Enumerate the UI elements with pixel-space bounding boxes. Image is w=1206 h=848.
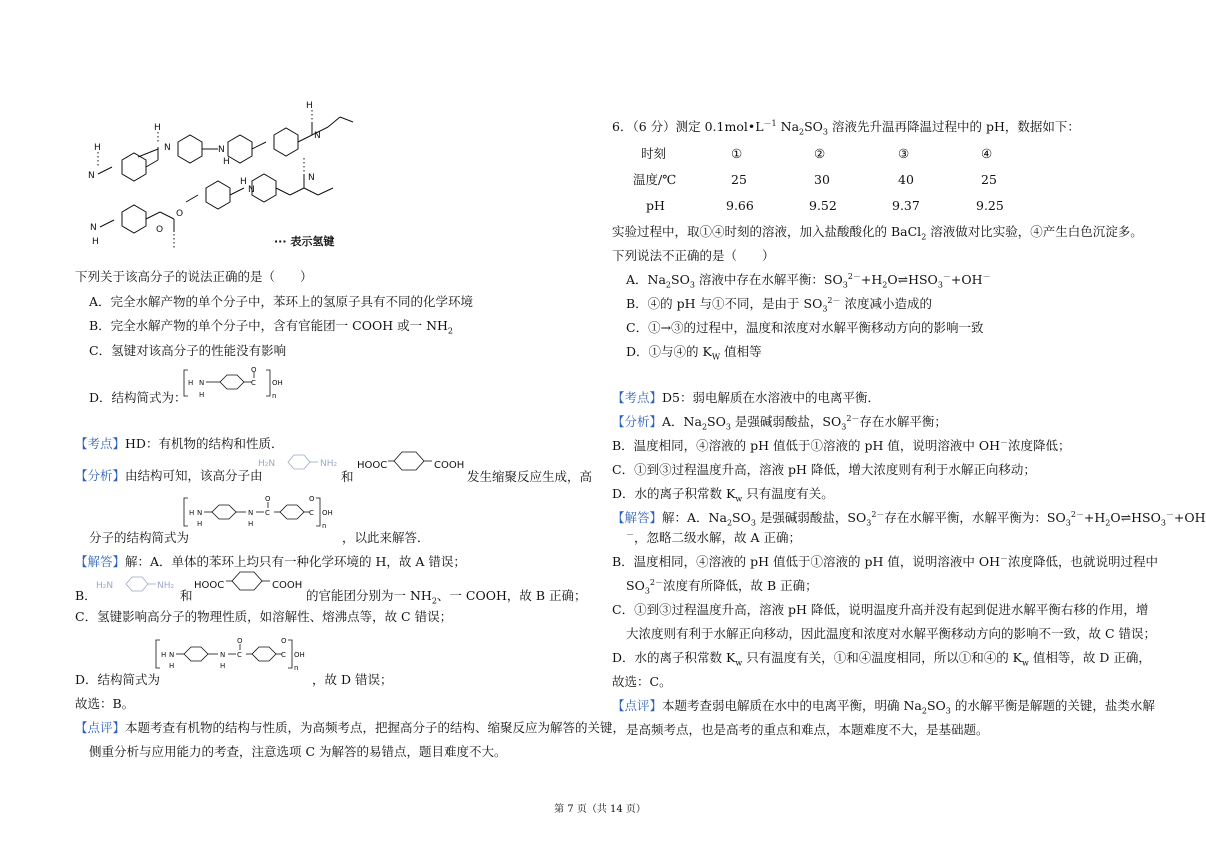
svg-text:H: H	[240, 177, 247, 187]
svg-text:OH: OH	[294, 651, 305, 659]
q6-text-3: SO	[804, 119, 823, 134]
jieda-b-diamine-ring	[120, 574, 160, 594]
svg-text:O: O	[176, 209, 184, 219]
exp-text-2: 溶液做对比实验，④产生白色沉淀多。	[930, 224, 1143, 239]
right-fenxi-1c: 是强碱弱酸盐，SO	[734, 414, 842, 429]
left-dianping-1	[75, 720, 625, 736]
q6-text-2: Na	[780, 119, 800, 134]
svg-text:H: H	[223, 157, 230, 167]
right-guxuan: 故选：C。	[612, 674, 672, 689]
right-kaodian-tag: 【考点】	[612, 390, 663, 405]
jieda-b-diacid-cooh: COOH	[272, 580, 303, 591]
svg-text:N: N	[248, 185, 255, 195]
left-question: 下列关于该高分子的说法正确的是（ ）	[75, 269, 313, 284]
q6-option-b: B．④的 pH 与①不同，是由于 $SO_3^{2-}$ 浓度减小造成的	[626, 295, 933, 314]
jieda-b-diacid-ring	[226, 568, 272, 594]
left-guxuan: 故选：B。	[75, 696, 135, 711]
right-kaodian-text: D5：弱电解质在水溶液中的电离平衡．	[662, 390, 880, 405]
right-fenxi-1a: A．Na	[662, 414, 702, 429]
jieda-d-1: D．结构简式为	[75, 672, 161, 687]
option-d-structure	[180, 364, 290, 406]
hydrogen-bond-legend: ··· 表示氢键	[274, 235, 335, 248]
svg-text:O: O	[309, 495, 315, 503]
jieda-b-text-3: 、一 COOH，故 B 正确；	[436, 588, 587, 603]
right-dianping-1c: 的水解平衡是解题的关键，盐类水解	[954, 698, 1155, 713]
right-fenxi-b2: 浓度降低；	[1008, 438, 1071, 453]
table-temp-3: 40	[898, 172, 914, 187]
svg-text:H: H	[199, 391, 205, 399]
monomer-diamine-nh2: NH₂	[320, 459, 338, 469]
right-jieda-b4: 浓度有所降低，故 B 正确；	[663, 578, 818, 593]
monomer-diacid-hooc: HOOC	[357, 460, 388, 471]
right-jieda-a: 【解答】解：A．$Na_2SO_3$ 是强碱弱酸盐，$SO_3^{2-}$存在水解平衡，水解平衡为：$SO_3^{2-}+H_2O\rightleftharpoons HSO_3^-+OH$	[612, 509, 1206, 528]
svg-text:OH: OH	[272, 379, 283, 387]
svg-text:O: O	[265, 495, 271, 503]
opta-6: +OH	[950, 272, 983, 287]
right-dianping-1a: 本题考查弱电解质在水中的电离平衡，明确 Na	[662, 698, 922, 713]
table-row-label-time: 时刻	[641, 146, 667, 161]
svg-text:H: H	[188, 379, 194, 387]
svg-text:C: C	[237, 651, 242, 659]
right-jieda-a-cont: －，忽略二级水解，故 A 正确；	[626, 529, 801, 545]
q6-experiment: 实验过程中，取①④时刻的溶液，加入盐酸酸化的 BaCl$_2$ 溶液做对比实验，④产生白色沉淀多。	[612, 224, 1143, 242]
q6-question: 下列说法不正确的是（ ）	[612, 248, 775, 263]
jieda-b-label: B．	[75, 588, 97, 603]
right-fenxi-d: D．水的离子积常数 $K_w$ 只有温度有关。	[612, 486, 834, 504]
jieda-b-diamine-nh2: NH₂	[157, 581, 175, 591]
svg-text:N: N	[164, 143, 171, 153]
right-jieda-a7: +OH	[1173, 510, 1206, 525]
right-jieda-a6: O⇌HSO	[1110, 510, 1161, 525]
right-jieda-a2: SO	[732, 510, 751, 525]
left-option-a: A．完全水解产物的单个分子中，苯环上的氢原子具有不同的化学环境	[89, 294, 474, 309]
optb-1: B．④的 pH 与①不同，是由于 SO	[626, 296, 823, 311]
svg-text:H: H	[169, 662, 175, 670]
table-col-1: ①	[731, 146, 743, 161]
table-row-label-temp: 温度/℃	[633, 172, 677, 187]
fenxi-text-1b: 发生缩聚反应生成，高	[467, 469, 593, 484]
q6-option-a: A．$Na_2SO_3$ 溶液中存在水解平衡：$SO_3^{2-}+H_2O\rightleftharpoons HSO_3^-+OH^-$	[626, 271, 991, 290]
jieda-text-1: 解：A．单体的苯环上均只有一种化学环境的 H，故 A 错误；	[125, 554, 466, 569]
svg-text:n: n	[272, 392, 277, 400]
right-jieda-d2: 只有温度有关，①和④温度相同，所以①和④的 K	[746, 650, 1023, 665]
right-dianping-2: 是高频考点，也是高考的重点和难点，本题难度不大，是基础题。	[626, 722, 989, 737]
svg-text:O: O	[156, 225, 164, 235]
svg-text:O: O	[237, 637, 243, 645]
right-jieda-b1: B．温度相同，④溶液的 pH 值低于①溶液的 pH 值，说明溶液中 OH	[612, 554, 1001, 569]
kaodian-tag: 【考点】	[75, 436, 126, 451]
svg-text:H: H	[154, 123, 161, 133]
right-jieda-tag: 【解答】	[612, 510, 663, 525]
table-col-3: ③	[898, 146, 910, 161]
right-jieda-d1: D．水的离子积常数 K	[612, 650, 736, 665]
left-option-c: C．氢键对该高分子的性能没有影响	[89, 343, 287, 358]
svg-text:N: N	[88, 171, 95, 181]
polymer-structure-jieda	[152, 632, 312, 678]
right-dianping-1b: SO	[926, 698, 946, 713]
right-dianping-1: 【点评】本题考查弱电解质在水中的电离平衡，明确 $Na_2SO_3$ 的水解平衡是解题的关键，盐类水解	[612, 698, 1155, 716]
right-jieda-b2: 浓度降低，也就说明过程中	[1008, 554, 1159, 569]
q6-option-d: D．①与④的 $K_W$ 值相等	[626, 344, 762, 362]
left-option-d: D．结构简式为：	[89, 390, 187, 405]
svg-text:O: O	[251, 366, 257, 374]
jieda-b-diamine-h2n: H₂N	[96, 581, 114, 591]
jieda-tag: 【解答】	[75, 554, 126, 569]
optb-2: 浓度减小造成的	[844, 296, 933, 311]
table-ph-1: 9.66	[726, 198, 754, 213]
svg-text:n: n	[322, 522, 327, 530]
table-temp-2: 30	[814, 172, 830, 187]
right-kaodian	[612, 390, 880, 406]
q6-text-4: 溶液先升温再降温过程中的 pH，数据如下：	[832, 119, 1080, 134]
svg-text:C: C	[309, 509, 314, 517]
jieda-b-text: 的官能团分别为一 $NH_2$、一 COOH，故 B 正确；	[306, 588, 587, 606]
jieda-c: C．氢键影响高分子的物理性质，如溶解性、熔沸点等，故 C 错误；	[75, 609, 453, 624]
svg-text:N: N	[308, 173, 315, 183]
opta-4: +H	[860, 272, 883, 287]
q6-stem: 6．（6 分）测定 $0.1mol•L^{-1}$ $Na_2SO_3$ 溶液先升温再降温过程中的 pH，数据如下：	[612, 118, 1080, 137]
fenxi-tag: 【分析】	[75, 468, 126, 483]
right-jieda-b: B．温度相同，④溶液的 pH 值低于①溶液的 pH 值，说明溶液中 OH－浓度降低，也就说明过程中	[612, 553, 1159, 569]
opta-2: SO	[671, 272, 690, 287]
svg-text:H: H	[306, 101, 313, 111]
monomer-diamine-h2n: H₂N	[258, 459, 276, 469]
right-fenxi-b1: B．温度相同，④溶液的 pH 值低于①溶液的 pH 值，说明溶液中 OH	[612, 438, 1001, 453]
dianping-tag: 【点评】	[75, 720, 126, 735]
page-number-footer: 第 7 页（共 14 页）	[554, 804, 646, 815]
optd-2: 值相等	[724, 344, 762, 359]
table-temp-4: 25	[981, 172, 997, 187]
svg-text:N: N	[197, 509, 203, 517]
kaodian-text: HD：有机物的结构和性质．	[125, 436, 284, 451]
right-fenxi-b: B．温度相同，④溶液的 pH 值低于①溶液的 pH 值，说明溶液中 OH－浓度降低；	[612, 437, 1071, 453]
left-dianping-2: 侧重分析与应用能力的考查，注意选项 C 为解答的易错点，题目难度不大。	[89, 744, 507, 759]
right-fenxi-c: C．①到③过程温度升高，溶液 pH 降低，增大浓度则有利于水解正向移动；	[612, 462, 1036, 477]
svg-text:OH: OH	[322, 509, 333, 517]
table-ph-4: 9.25	[976, 198, 1004, 213]
monomer-diamine-ring	[282, 452, 322, 472]
right-fenxi-1b: SO	[707, 414, 726, 429]
svg-text:H: H	[248, 520, 254, 528]
left-option-b-text: B．完全水解产物的单个分子中，含有官能团一 COOH 或一 NH	[89, 318, 448, 333]
right-dianping-tag: 【点评】	[612, 698, 663, 713]
fenxi-and: 和	[341, 469, 354, 484]
jieda-b-diacid-hooc: HOOC	[194, 580, 225, 591]
right-jieda-b3: SO	[626, 578, 645, 593]
table-col-2: ②	[814, 146, 826, 161]
dianping-text-1: 本题考查有机物的结构与性质，为高频考点，把握高分子的结构、缩聚反应为解答的关键，	[125, 720, 626, 735]
right-jieda-c2: 大浓度则有利于水解正向移动，因此温度和浓度对水解平衡移动方向的影响不一致，故 C 错误；	[626, 626, 1157, 641]
polymer-hydrogen-bond-figure	[78, 92, 378, 252]
left-fenxi-line1	[75, 468, 263, 484]
table-ph-2: 9.52	[809, 198, 837, 213]
right-jieda-c1: C．①到③过程温度升高，溶液 pH 降低，说明温度升高并没有起到促进水解平衡右移的作用，增	[612, 602, 1149, 617]
svg-text:C: C	[251, 379, 256, 387]
fenxi-text-1: 由结构可知，该高分子由	[125, 468, 263, 483]
right-jieda-d3: 值相等，故 D 正确，	[1032, 650, 1151, 665]
svg-text:H: H	[189, 509, 195, 517]
left-option-b: B．完全水解产物的单个分子中，含有官能团一 COOH 或一 $NH_2$	[89, 318, 453, 336]
exp-text-1: 实验过程中，取①④时刻的溶液，加入盐酸酸化的 BaCl	[612, 224, 922, 239]
monomer-diacid-ring	[388, 448, 434, 474]
svg-text:H: H	[161, 651, 167, 659]
svg-text:N: N	[199, 379, 205, 387]
jieda-b-text-2: 的官能团分别为一 NH	[306, 588, 432, 603]
svg-text:O: O	[281, 637, 287, 645]
svg-text:C: C	[281, 651, 286, 659]
svg-text:H: H	[197, 520, 203, 528]
svg-text:N: N	[314, 131, 321, 141]
right-jieda-a8: ，忽略二级水解，故 A 正确；	[634, 530, 801, 545]
svg-text:n: n	[294, 664, 299, 672]
svg-text:N: N	[220, 651, 226, 659]
polymer-structure-fenxi	[180, 490, 340, 536]
opta-1: A．Na	[626, 272, 666, 287]
left-kaodian	[75, 436, 283, 452]
jieda-b-and: 和	[180, 588, 193, 603]
svg-text:H: H	[92, 237, 99, 247]
monomer-diacid-cooh: COOH	[434, 460, 465, 471]
svg-text:H: H	[94, 143, 101, 153]
table-ph-3: 9.37	[892, 198, 920, 213]
svg-text:C: C	[265, 509, 270, 517]
fenxi-text-2b: ，以此来解答．	[342, 530, 430, 545]
fenxi-text-2a: 分子的结构简式为	[89, 530, 190, 545]
svg-text:N: N	[248, 509, 254, 517]
right-fenxi-1: 【分析】A．$Na_2SO_3$ 是强碱弱酸盐，$SO_3^{2-}$存在水解平衡；	[612, 413, 947, 432]
right-fenxi-d2: 只有温度有关。	[746, 486, 834, 501]
svg-text:N: N	[218, 145, 225, 155]
opta-5: O⇌HSO	[887, 272, 938, 287]
jieda-d-2: ，故 D 错误；	[312, 672, 393, 687]
right-jieda-a3: 是强碱弱酸盐，SO	[759, 510, 867, 525]
optd-1: D．①与④的 K	[626, 344, 712, 359]
opta-3: 溶液中存在水解平衡：SO	[698, 272, 843, 287]
table-row-label-ph: pH	[646, 198, 665, 213]
right-fenxi-d1: D．水的离子积常数 K	[612, 486, 736, 501]
table-col-4: ④	[981, 146, 993, 161]
right-jieda-d: D．水的离子积常数 $K_w$ 只有温度有关，①和④温度相同，所以①和④的 $K_w$ 值相等，故 D 正确，	[612, 650, 1151, 668]
right-jieda-b-cont: $SO_3^{2-}$浓度有所降低，故 B 正确；	[626, 577, 818, 596]
table-temp-1: 25	[731, 172, 747, 187]
right-jieda-a1: 解：A．Na	[662, 510, 727, 525]
q6-text-1: 6．（6 分）测定 0.1mol•L	[612, 119, 764, 134]
right-fenxi-tag: 【分析】	[612, 414, 663, 429]
svg-text:H: H	[220, 662, 226, 670]
right-jieda-a5: +H	[1083, 510, 1106, 525]
svg-text:N: N	[90, 223, 97, 233]
right-jieda-a4: 存在水解平衡，水解平衡为：SO	[884, 510, 1066, 525]
right-fenxi-1d: 存在水解平衡；	[859, 414, 947, 429]
svg-text:N: N	[169, 651, 175, 659]
q6-option-c: C．①→③的过程中，温度和浓度对水解平衡移动方向的影响一致	[626, 320, 984, 335]
